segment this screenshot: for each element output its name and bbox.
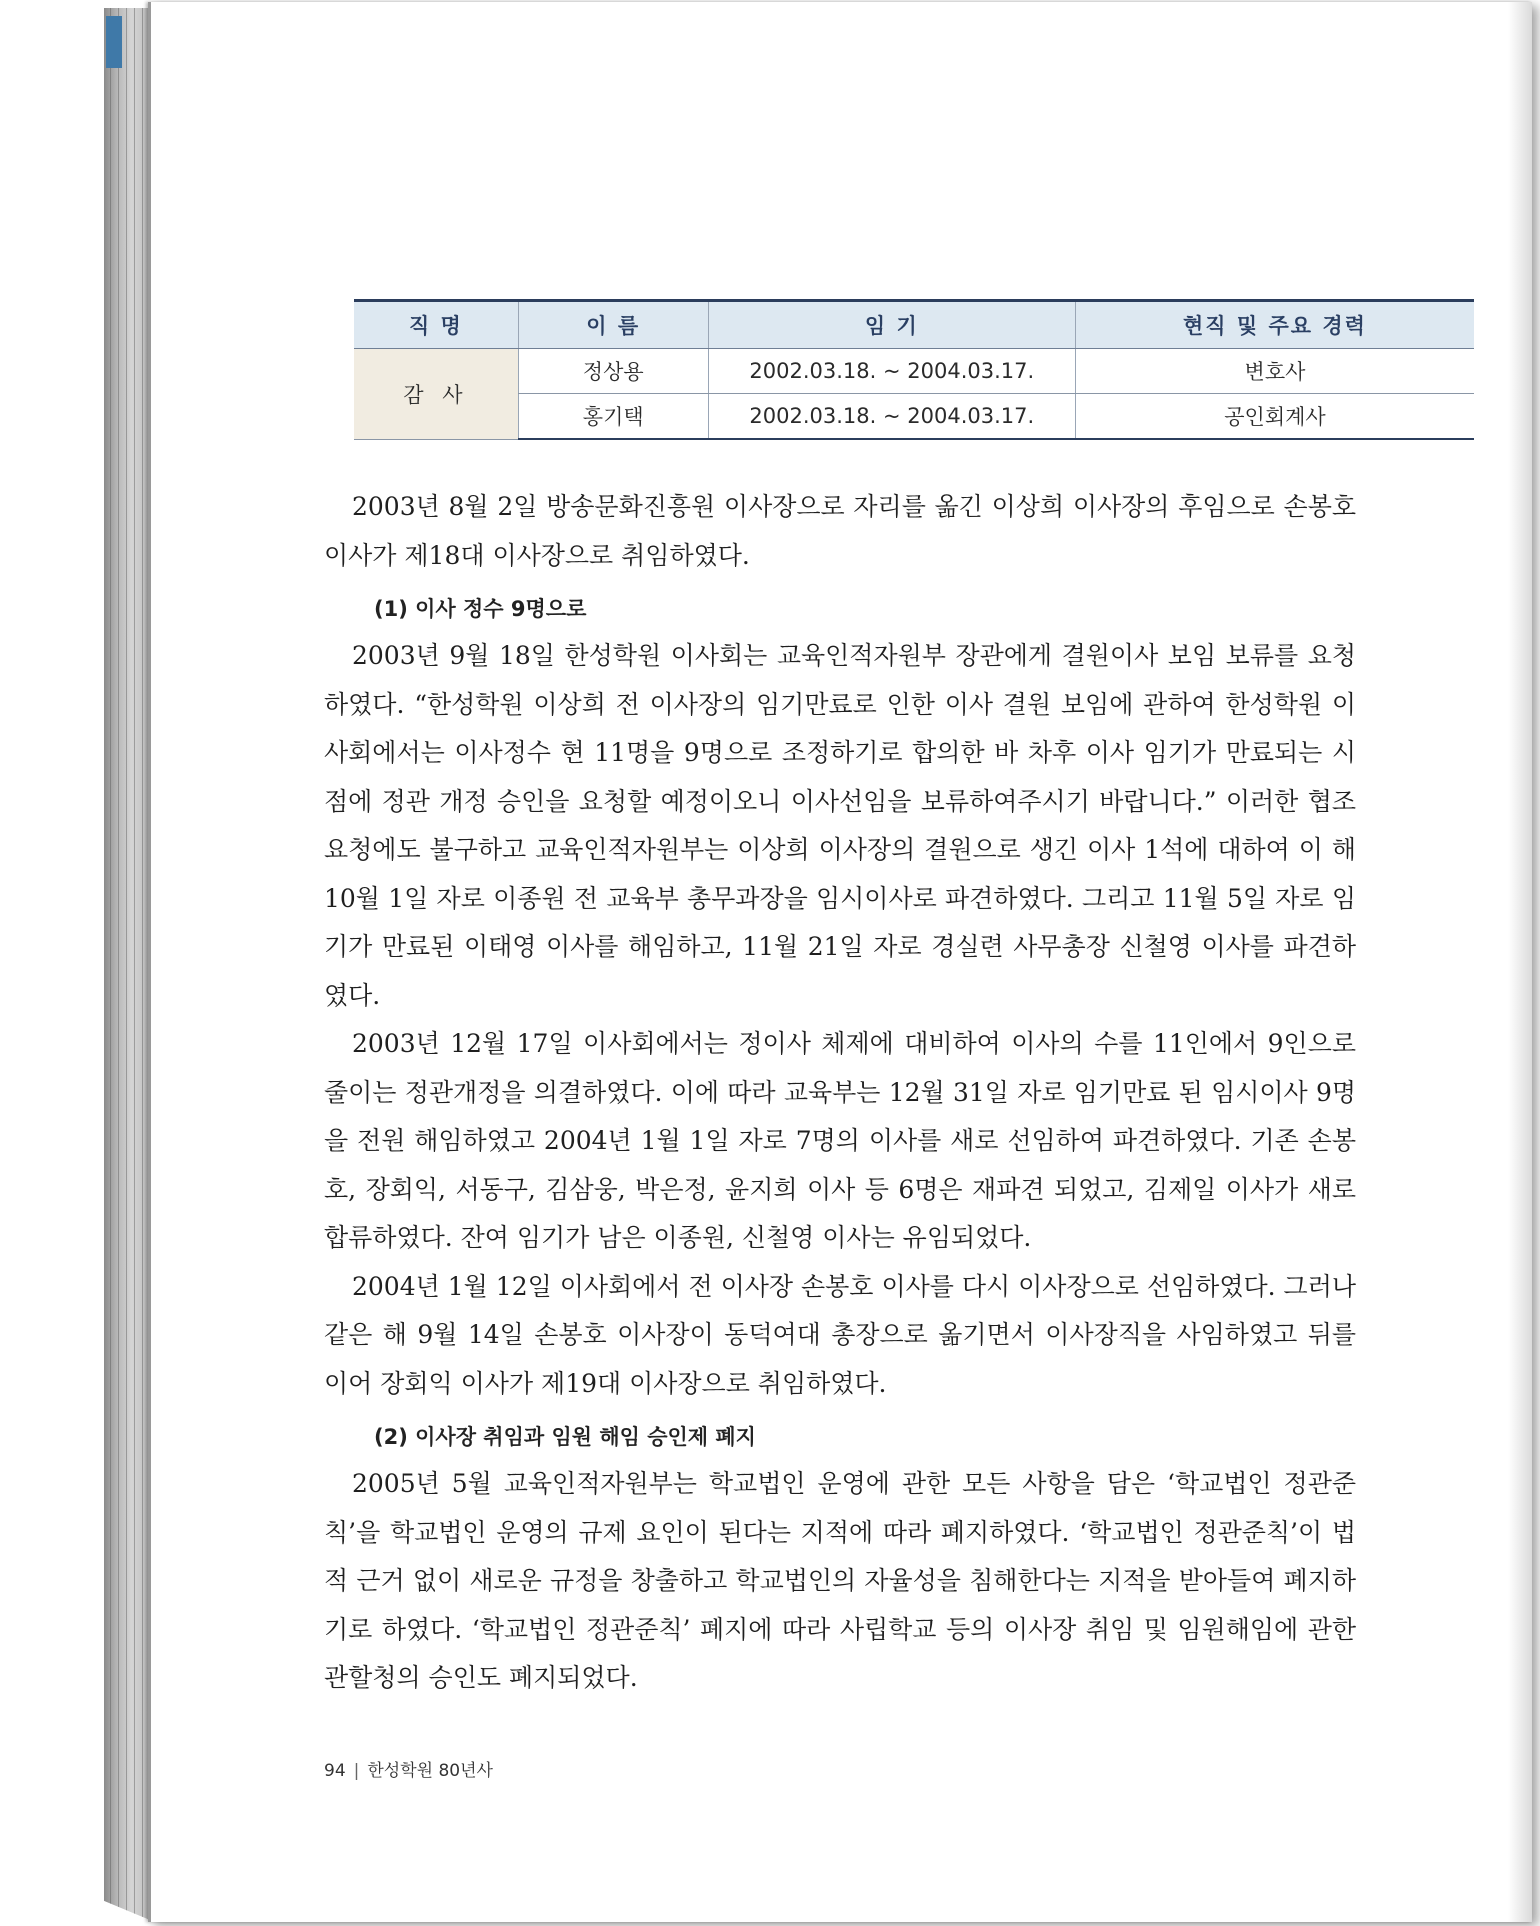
name-cell: 홍기택: [518, 394, 708, 440]
table-row: [354, 349, 1474, 394]
page-fold-shadow: [148, 2, 151, 1922]
footer-separator: |: [353, 1761, 360, 1781]
paragraph: 2005년 5월 교육인적자원부는 학교법인 운영에 관한 모든 사항을 담은 ‘학교법인 정관준칙’을 학교법인 운영의 규제 요인이 된다는 지적에 따라 폐지하였다. ‘학교법인 정관준칙’이 법적 근거 없이 새로운 규정을 창출하고 학교법인의 자율성을 침해한다는 지적을 받아들여 폐지하기로 하였다. ‘학교법인 정관준칙’ 폐지에 따라 사립학교 등의 이사장 취임 및 임원해임에 관한 관할청의 승인도 폐지되었다.: [324, 1469, 1356, 1692]
paragraph: 2003년 8월 2일 방송문화진흥원 이사장으로 자리를 옮긴 이상희 이사장의 후임으로 손봉호 이사가 제18대 이사장으로 취임하였다.: [324, 492, 1356, 570]
bookmark-tab: [106, 16, 122, 68]
career-cell: 공인회계사: [1075, 394, 1474, 440]
paragraph: 2004년 1월 12일 이사회에서 전 이사장 손봉호 이사를 다시 이사장으로 선임하였다. 그러나 같은 해 9월 14일 손봉호 이사장이 동덕여대 총장으로 옮기면서 이사장직을 사임하였고 뒤를 이어 장회익 이사가 제19대 이사장으로 취임하였다.: [324, 1271, 1356, 1398]
name-cell: 정상용: [518, 349, 708, 394]
term-cell: 2002.03.18. ~ 2004.03.17.: [708, 394, 1075, 440]
header-name: 이 름: [518, 301, 708, 349]
paragraph: 2003년 9월 18일 한성학원 이사회는 교육인적자원부 장관에게 결원이사 보임 보류를 요청하였다. “한성학원 이상희 전 이사장의 임기만료로 인한 이사 결원 보임에 관하여 한성학원 이사회에서는 이사정수 현 11명을 9명으로 조정하기로 합의한 바 차후 이사 임기가 만료되는 시점에 정관 개정 승인을 요청할 예정이오니 이사선임을 보류하여주시기 바랍니다.” 이러한 협조 요청에도 불구하고 교육인적자원부는 이상희 이사장의 결원으로 생긴 이사 1석에 대하여 이 해 10월 1일 자로 이종원 전 교육부 총무과장을 임시이사로 파견하였다. 그리고 11월 5일 자로 임기가 만료된 이태영 이사를 해임하고, 11월 21일 자로 경실련 사무총장 신철영 이사를 파견하였다.: [324, 641, 1356, 1010]
term-cell: 2002.03.18. ~ 2004.03.17.: [708, 349, 1075, 394]
header-term: 임 기: [708, 301, 1075, 349]
header-career: 현직 및 주요 경력: [1075, 301, 1474, 349]
auditor-table: [354, 299, 1474, 440]
page-right-shade: [1508, 2, 1532, 1922]
page-footer: [324, 1756, 493, 1781]
body-text: [324, 483, 1356, 1703]
section-heading: (1) 이사 정수 9명으로: [374, 597, 587, 621]
role-cell: 감 사: [354, 349, 518, 440]
table-header-row: [354, 301, 1474, 349]
paragraph: 2003년 12월 17일 이사회에서는 정이사 체제에 대비하여 이사의 수를 11인에서 9인으로 줄이는 정관개정을 의결하였다. 이에 따라 교육부는 12월 31일 자로 임기만료 된 임시이사 9명을 전원 해임하였고 2004년 1월 1일 자로 7명의 이사를 새로 선임하여 파견하였다. 기존 손봉호, 장회익, 서동구, 김삼웅, 박은정, 윤지희 이사 등 6명은 재파견 되었고, 김제일 이사가 새로 합류하였다. 잔여 임기가 남은 이종원, 신철영 이사는 유임되었다.: [324, 1029, 1356, 1252]
book-title: 한성학원 80년사: [367, 1761, 493, 1781]
career-cell: 변호사: [1075, 349, 1474, 394]
page-number: 94: [324, 1761, 346, 1781]
page-edge-stack: [104, 8, 150, 1920]
section-heading: (2) 이사장 취임과 임원 해임 승인제 폐지: [374, 1425, 756, 1449]
header-position: 직 명: [354, 301, 518, 349]
table-row: [354, 394, 1474, 440]
